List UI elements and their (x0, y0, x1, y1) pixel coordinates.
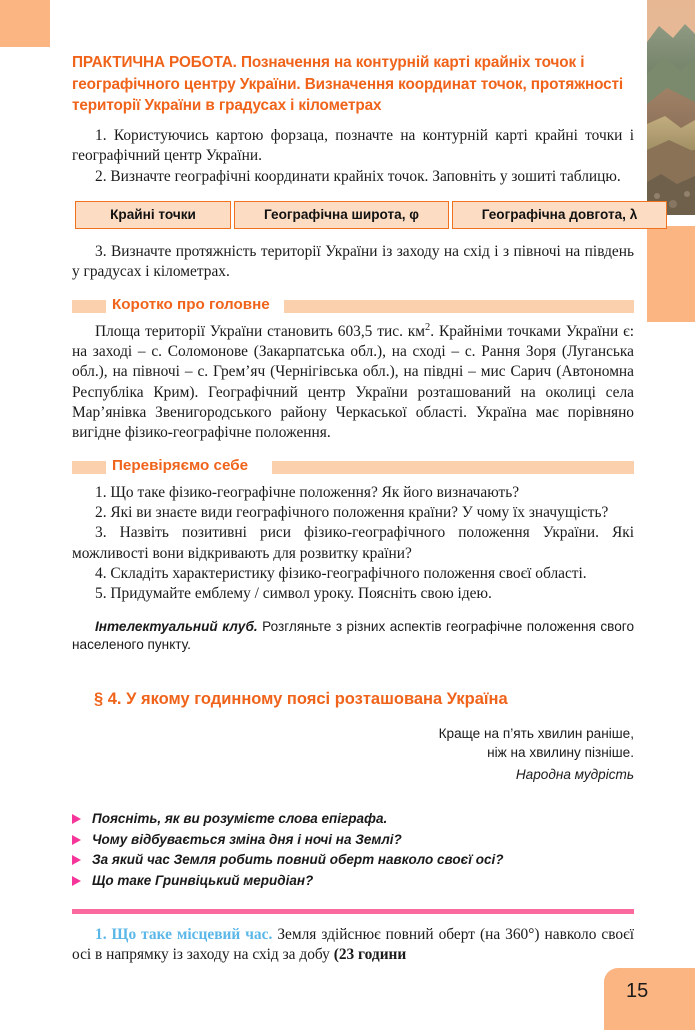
page-number-block (604, 968, 695, 1030)
practical-task-1: 1. Користуючись картою форзаца, позначте на контурній карті крайні точки і географічний центр України. (72, 127, 634, 165)
self-check-question-4: 4. Складіть характеристику фізико-географічного положення своєї області. (95, 564, 587, 582)
list-item (72, 850, 634, 871)
list-item (72, 809, 634, 830)
warmup-question-text: Поясніть, як ви розумієте слова епіграфа. (92, 811, 388, 827)
list-item (72, 830, 634, 851)
page-content (72, 52, 638, 965)
rubric-bar-left (72, 461, 106, 474)
rubric-bar-left (72, 300, 106, 313)
rubric-self-check-label: Перевіряємо себе (112, 457, 249, 475)
epigraph-line-1: Краще на п’ять хвилин раніше, (438, 726, 634, 742)
list-item (72, 871, 634, 892)
self-check-question-3: 3. Назвіть позитивні риси фізико-географічного положення України. Які можливості вони відкривають для розвитку країни? (72, 524, 634, 562)
epigraph (72, 725, 634, 785)
self-check-question-2: 2. Які ви знаєте види географічного положення країни? У чому їх значущість? (95, 504, 609, 522)
coordinates-table (72, 201, 670, 229)
summary-superscript: 2 (425, 321, 431, 333)
epigraph-line-2: ніж на хвилину пізніше. (487, 744, 634, 760)
triangle-right-icon (72, 835, 81, 845)
warmup-questions-list (72, 809, 634, 891)
paragraph-4-body-lead: 1. Що таке місцевий час. (95, 926, 273, 944)
paragraph-4-body-text: Земля здійснює повний оберт (на 360°) навколо своєї осі в напрямку із заходу на схід за добу (72, 926, 634, 964)
intellectual-club-text: Розгляньте з різних аспектів географічне положення свого населеного пункту. (72, 619, 634, 653)
rubric-summary-label: Коротко про головне (112, 296, 270, 314)
edge-decoration-block (647, 226, 695, 322)
corner-decoration-top-left (0, 0, 50, 47)
coordinates-table-wrapper (72, 201, 638, 229)
rubric-summary (72, 297, 634, 316)
intellectual-club-paragraph (72, 618, 634, 654)
table-header-latitude: Географічна широта, φ (234, 201, 449, 229)
practical-work-title: ПРАКТИЧНА РОБОТА. Позначення на контурній карті крайніх точок і географічного центру України. Визначення координат точок, протяжності території України в градусах і кілометрах (72, 54, 624, 115)
paragraph-4-body-bold: (23 години (333, 946, 407, 964)
warmup-question-text: Що таке Гринвіцький меридіан? (92, 872, 314, 888)
rubric-bar-right (284, 300, 634, 313)
warmup-question-text: Чому відбувається зміна дня і ночі на Землі? (92, 831, 402, 847)
paragraph-4-body (72, 925, 634, 965)
self-check-question-5: 5. Придумайте емблему / символ уроку. Поясніть свою ідею. (95, 584, 492, 602)
table-header-longitude: Географічна довгота, λ (452, 201, 667, 229)
practical-task-3: 3. Визначте протяжність території України із заходу на схід і з півночі на південь у градусах і кілометрах. (72, 242, 634, 280)
summary-text-after: . Крайніми точками України є: на заході – с. Соломонове (Закарпатська обл.), на сході – с. Рання Зоря (Луганська обл.), на півночі – с. Грем’яч (Чернігівська обл.), на півдні – мис Сарич (Автономна Республіка Крим). Географічний центр України розташований на околиці села Мар’янівка Звенигородського району Черкаської області. Україна має порівняно вигідне фізико-географічне положення. (72, 323, 634, 441)
rubric-self-check (72, 458, 634, 477)
summary-paragraph (72, 322, 634, 443)
table-header-points: Крайні точки (75, 201, 231, 229)
intellectual-club-lead: Інтелектуальний клуб. (95, 619, 258, 635)
edge-landscape-photo (647, 0, 695, 215)
warmup-question-text: За який час Земля робить повний оберт навколо своєї осі? (92, 852, 504, 868)
rubric-bar-right (272, 461, 634, 474)
table-header-row (75, 201, 667, 229)
summary-text-before: Площа території України становить 603,5 тис. км (95, 323, 426, 341)
triangle-right-icon (72, 876, 81, 886)
triangle-right-icon (72, 814, 81, 824)
epigraph-source: Народна мудрість (515, 767, 634, 783)
self-check-question-1: 1. Що таке фізико-географічне положення? Як його визначають? (95, 484, 520, 502)
page-number: 15 (626, 980, 649, 1002)
practical-task-2: 2. Визначте географічні координати крайніх точок. Заповніть у зошиті таблицю. (95, 167, 621, 185)
triangle-right-icon (72, 855, 81, 865)
pink-divider (72, 909, 634, 914)
paragraph-4-title: § 4. У якому годинному поясі розташована Україна (94, 690, 508, 709)
